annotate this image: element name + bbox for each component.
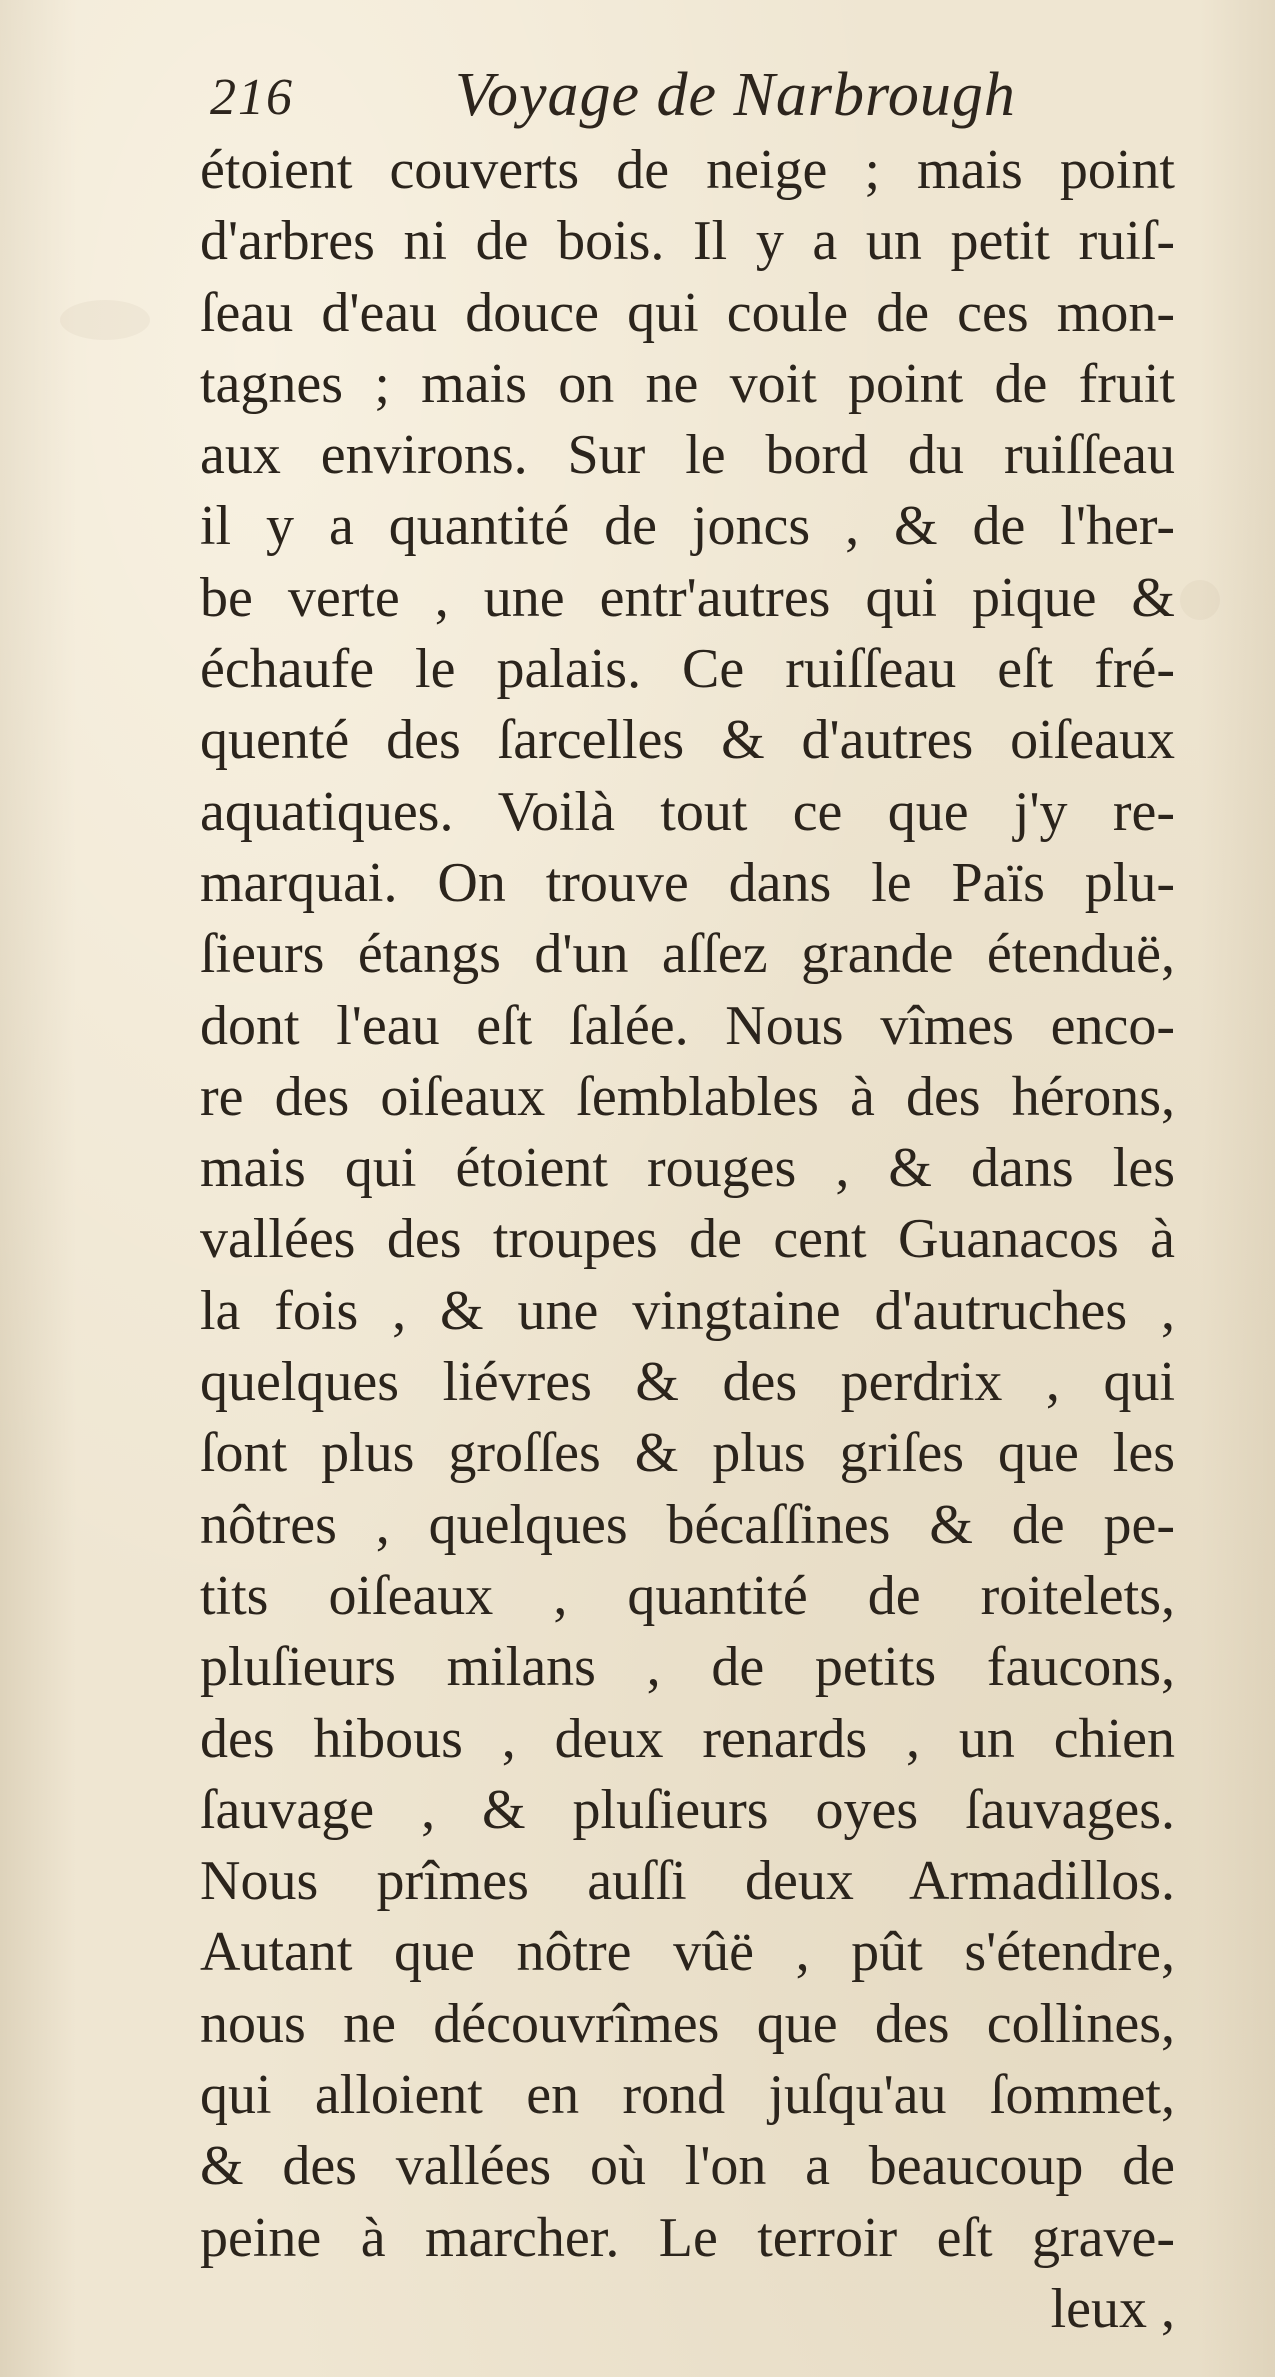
text-line: ſeau d'eau douce qui coule de ces mon- <box>200 281 1175 344</box>
text-line: vallées des troupes de cent Guanacos à <box>200 1208 1175 1271</box>
text-line: be verte , une entr'autres qui pique & <box>200 566 1175 629</box>
text-line: la fois , & une vingtaine d'autruches , <box>200 1279 1175 1342</box>
text-line: tits oiſeaux , quantité de roitelets, <box>200 1564 1175 1627</box>
text-line: des hibous , deux renards , un chien <box>200 1707 1175 1770</box>
text-line: ſont plus groſſes & plus griſes que les <box>200 1422 1175 1485</box>
text-line: étoient couverts de neige ; mais point <box>200 139 1175 201</box>
text-line: marquai. On trouve dans le Païs plu- <box>200 851 1175 914</box>
text-line: pluſieurs milans , de petits faucons, <box>200 1636 1175 1699</box>
paper-stain <box>1180 580 1220 620</box>
text-line: aux environs. Sur le bord du ruiſſeau <box>200 424 1175 487</box>
text-line: peine à marcher. Le terroir eſt grave- <box>200 2206 1175 2269</box>
text-line: tagnes ; mais on ne voit point de fruit <box>200 352 1175 415</box>
paper-stain <box>60 300 150 340</box>
text-line: nôtres , quelques bécaſſines & de pe- <box>200 1493 1175 1556</box>
catchword: leux , <box>1050 2277 1175 2340</box>
text-line: échaufe le palais. Ce ruiſſeau eſt fré- <box>200 638 1175 701</box>
text-line: mais qui étoient rouges , & dans les <box>200 1137 1175 1200</box>
text-line: aquatiques. Voilà tout ce que j'y re- <box>200 780 1175 843</box>
page-number: 216 <box>210 69 294 126</box>
text-line: Autant que nôtre vûë , pût s'étendre, <box>200 1921 1175 1984</box>
text-line: qui alloient en rond juſqu'au ſommet, <box>200 2064 1175 2127</box>
text-line: ſieurs étangs d'un aſſez grande étenduë, <box>200 923 1175 986</box>
text-line: d'arbres ni de bois. Il y a un petit ruiſ- <box>200 210 1175 273</box>
text-line: & des vallées où l'on a beaucoup de <box>200 2135 1175 2198</box>
text-line: quenté des ſarcelles & d'autres oiſeaux <box>200 709 1175 772</box>
body-text <box>200 135 1175 2345</box>
running-head: Voyage de Narbrough <box>455 61 1016 129</box>
text-line: nous ne découvrîmes que des collines, <box>200 1992 1175 2055</box>
text-line: re des oiſeaux ſemblables à des hérons, <box>200 1065 1175 1128</box>
text-line: quelques liévres & des perdrix , qui <box>200 1351 1175 1414</box>
text-line: il y a quantité de joncs , & de l'her- <box>200 495 1175 558</box>
text-line: ſauvage , & pluſieurs oyes ſauvages. <box>200 1778 1175 1841</box>
text-line: dont l'eau eſt ſalée. Nous vîmes enco- <box>200 994 1175 1057</box>
text-line: Nous prîmes auſſi deux Armadillos. <box>200 1850 1175 1913</box>
